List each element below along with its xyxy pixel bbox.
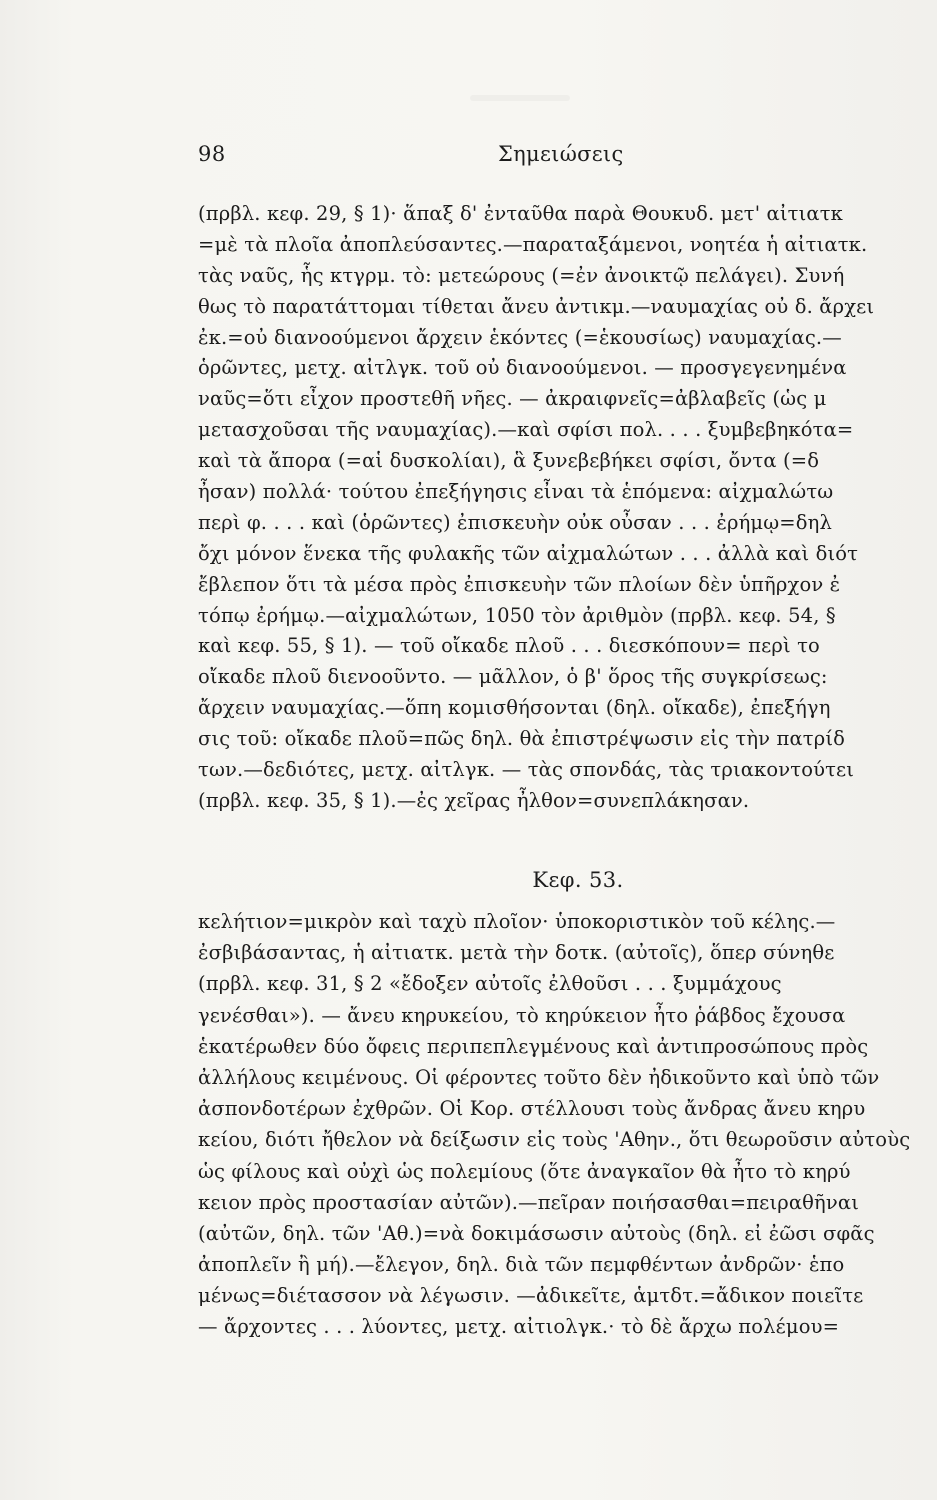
text-line: — ἄρχοντες . . . λύοντες, μετχ. αἰτιολγκ.· τὸ δὲ ἄρχω πολέμου= — [198, 1315, 840, 1339]
text-line: ἦσαν) πολλά· τούτου ἐπεξήγησις εἶναι τὰ ἑπόμενα: αἰχμαλώτω — [198, 480, 834, 504]
text-line: ἀποπλεῖν ἢ μή).—ἔλεγον, δηλ. διὰ τῶν πεμφθέντων ἀνδρῶν· ἑπο — [198, 1253, 845, 1277]
text-line: θως τὸ παρατάττομαι τίθεται ἄνευ ἀντικμ.—ναυμαχίας οὐ δ. ἄρχει — [198, 294, 875, 318]
text-line: των.—δεδιότες, μετχ. αἰτλγκ. — τὰς σπονδάς, τὰς τριακοντούτει — [198, 758, 855, 782]
notes-section-2 — [198, 906, 937, 1343]
text-line: περὶ φ. . . . καὶ (ὁρῶντες) ἐπισκευὴν οὐκ οὖσαν . . . ἐρήμῳ=δηλ — [198, 510, 833, 534]
chapter-heading — [198, 868, 898, 892]
text-line: (πρβλ. κεφ. 29, § 1)· ἅπαξ δ' ἐνταῦθα παρὰ Θουκυδ. μετ' αἰτιατκ — [198, 202, 843, 225]
text-line: ἑκατέρωθεν δύο ὄφεις περιπεπλεγμένους καὶ ἀντιπροσώπους πρὸς — [198, 1034, 869, 1058]
text-line: κείου, διότι ἤθελον νὰ δείξωσιν εἰς τοὺς 'Αθην., ὅτι θεωροῦσιν αὐτοὺς — [198, 1128, 911, 1152]
text-line: τὰς ναῦς, ἧς κτγρμ. τὸ: μετεώρους (=ἐν ἀνοικτῷ πελάγει). Συνή — [198, 263, 845, 287]
text-line: οἴκαδε πλοῦ διενοοῦντο. — μᾶλλον, ὁ β' ὅρος τῆς συγκρίσεως: — [198, 665, 828, 689]
page-number: 98 — [198, 142, 226, 166]
text-line: ἄρχειν ναυμαχίας.—ὅπη κομισθήσονται (δηλ. οἴκαδε), ἐπεξήγη — [198, 696, 831, 720]
text-line: κειον πρὸς προστασίαν αὐτῶν).—πεῖραν ποιήσασθαι=πειραθῆναι — [198, 1190, 860, 1214]
chapter-heading-text: Κεφ. 53. — [532, 868, 624, 892]
text-line: ἐκ.=οὐ διανοούμενοι ἄρχειν ἑκόντες (=ἑκουσίως) ναυμαχίας.— — [198, 325, 842, 349]
text-line: ἀσπονδοτέρων ἐχθρῶν. Οἱ Κορ. στέλλουσι τοὺς ἄνδρας ἄνευ κηρυ — [198, 1097, 866, 1121]
text-line: ἔβλεπον ὅτι τὰ μέσα πρὸς ἐπισκευὴν τῶν πλοίων δὲν ὑπῆρχον ἐ — [198, 572, 841, 596]
text-line: ἀλλήλους κειμένους. Οἱ φέροντες τοῦτο δὲν ἠδικοῦντο καὶ ὑπὸ τῶν — [198, 1065, 880, 1089]
page-header — [198, 142, 937, 182]
text-line: καὶ τὰ ἄπορα (=αἱ δυσκολίαι), ἃ ξυνεβεβήκει σφίσι, ὄντα (=δ — [198, 449, 820, 473]
text-line: σις τοῦ: οἴκαδε πλοῦ=πῶς δηλ. θὰ ἐπιστρέψωσιν εἰς τὴν πατρίδ — [198, 727, 846, 751]
text-line: (αὐτῶν, δηλ. τῶν 'Αθ.)=νὰ δοκιμάσωσιν αὐτοὺς (δηλ. εἰ ἐῶσι σφᾶς — [198, 1221, 875, 1245]
text-line: ἐσβιβάσαντας, ἡ αἰτιατκ. μετὰ τὴν δοτκ. (αὐτοῖς), ὅπερ σύνηθε — [198, 941, 835, 965]
text-line: κελήτιον=μικρὸν καὶ ταχὺ πλοῖον· ὑποκοριστικὸν τοῦ κέλης.— — [198, 910, 836, 933]
text-line: ὄχι μόνον ἕνεκα τῆς φυλακῆς τῶν αἰχμαλώτων . . . ἀλλὰ καὶ διότ — [198, 541, 859, 565]
text-line: τόπῳ ἐρήμῳ.—αἰχμαλώτων, 1050 τὸν ἀριθμὸν (πρβλ. κεφ. 54, § — [198, 603, 836, 627]
text-line: (πρβλ. κεφ. 35, § 1).—ἐς χεῖρας ἦλθον=συνεπλάκησαν. — [198, 788, 750, 812]
text-line: ναῦς=ὅτι εἶχον προστεθῆ νῆες. — ἀκραιφνεῖς=ἀβλαβεῖς (ὡς μ — [198, 387, 827, 411]
text-line: μένως=διέτασσον νὰ λέγωσιν. —ἀδικεῖτε, ἁμτδτ.=ἄδικον ποιεῖτε — [198, 1284, 864, 1308]
text-line: (πρβλ. κεφ. 31, § 2 «ἔδοξεν αὐτοῖς ἐλθοῦσι . . . ξυμμάχους — [198, 972, 782, 996]
bleed-through-mark — [470, 95, 570, 101]
running-head: Σημειώσεις — [498, 142, 624, 166]
text-line: γενέσθαι»). — ἄνευ κηρυκείου, τὸ κηρύκειον ἦτο ῥάβδος ἔχουσα — [198, 1003, 846, 1027]
notes-section-1 — [198, 199, 937, 817]
text-line: =μὲ τὰ πλοῖα ἀποπλεύσαντες.—παραταξάμενοι, νοητέα ἡ αἰτιατκ. — [198, 232, 868, 256]
text-line: καὶ κεφ. 55, § 1). — τοῦ οἴκαδε πλοῦ . . . διεσκόπουν= περὶ το — [198, 634, 820, 658]
text-line: ὁρῶντες, μετχ. αἰτλγκ. τοῦ οὐ διανοούμενοι. — προσγεγενημένα — [198, 356, 847, 380]
text-line: ὡς φίλους καὶ οὐχὶ ὡς πολεμίους (ὅτε ἀναγκαῖον θὰ ἦτο τὸ κηρύ — [198, 1159, 851, 1183]
text-line: μετασχοῦσαι τῆς ναυμαχίας).—καὶ σφίσι πολ. . . . ξυμβεβηκότα= — [198, 418, 854, 442]
